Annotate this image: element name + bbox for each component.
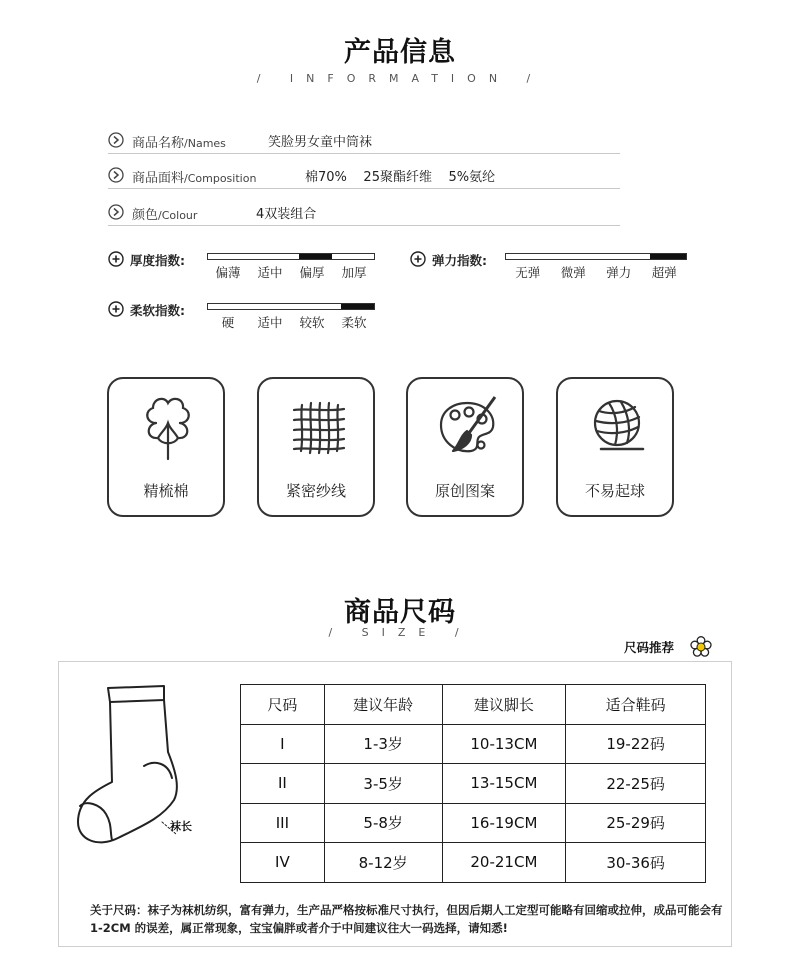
arrow-circle-icon bbox=[108, 132, 124, 148]
table-header: 适合鞋码 bbox=[566, 685, 706, 725]
info-row-composition bbox=[108, 163, 620, 189]
yarn-ball-icon bbox=[587, 393, 647, 463]
info-label: 颜色/Colour bbox=[132, 208, 198, 223]
info-value-composition: 棉70% 25聚酯纤维 5%氨纶 bbox=[305, 170, 496, 185]
table-row bbox=[241, 803, 706, 843]
feature-label: 不易起球 bbox=[584, 482, 645, 500]
index-option: 适中 bbox=[257, 265, 283, 280]
flower-icon bbox=[690, 636, 712, 658]
plus-circle-icon bbox=[108, 301, 124, 317]
elasticity-index bbox=[410, 251, 690, 280]
arrow-circle-icon bbox=[108, 167, 124, 183]
table-cell: 22-25码 bbox=[566, 764, 706, 804]
table-cell: 30-36码 bbox=[566, 843, 706, 883]
info-value-names: 笑脸男女童中筒袜 bbox=[268, 135, 373, 150]
size-note: 关于尺码：袜子为袜机纺织，富有弹力，生产品严格按标准尺寸执行，但因后期人工定型可能略有回缩或拉伸，成品可能会有 1-2CM 的误差，属正常现象，宝宝偏胖或者介于中间建议往大一码选择，请知悉! bbox=[90, 903, 723, 935]
table-cell: 19-22码 bbox=[566, 724, 706, 764]
table-cell: 3-5岁 bbox=[324, 764, 442, 804]
thickness-index bbox=[108, 251, 380, 280]
info-label: 商品面料/Composition bbox=[132, 171, 257, 186]
index-bar-fill bbox=[341, 304, 374, 309]
feature-card-anti-pilling bbox=[556, 377, 674, 517]
cotton-icon bbox=[138, 393, 198, 463]
table-cell: 13-15CM bbox=[442, 764, 566, 804]
softness-index bbox=[108, 301, 380, 330]
arrow-circle-icon bbox=[108, 204, 124, 220]
table-cell: I bbox=[241, 724, 325, 764]
size-recommend-label: 尺码推荐 bbox=[624, 640, 675, 655]
table-cell: III bbox=[241, 803, 325, 843]
index-option: 偏薄 bbox=[215, 265, 241, 280]
feature-card-tight-yarn bbox=[257, 377, 375, 517]
info-value-colour: 4双装组合 bbox=[256, 207, 317, 222]
index-bar bbox=[505, 253, 687, 260]
size-subtitle: / SIZE / bbox=[328, 626, 472, 639]
index-option: 弹力 bbox=[606, 265, 632, 280]
table-row bbox=[241, 764, 706, 804]
plus-circle-icon bbox=[108, 251, 124, 267]
index-option: 超弹 bbox=[651, 265, 677, 280]
table-row bbox=[241, 724, 706, 764]
plus-circle-icon bbox=[410, 251, 426, 267]
index-bar-fill bbox=[299, 254, 332, 259]
info-row-names bbox=[108, 128, 620, 154]
weave-icon bbox=[288, 393, 348, 463]
table-cell: 1-3岁 bbox=[324, 724, 442, 764]
table-header: 尺码 bbox=[241, 685, 325, 725]
index-name: 柔软指数: bbox=[130, 303, 185, 318]
index-name: 厚度指数: bbox=[130, 253, 185, 268]
table-cell: 16-19CM bbox=[442, 803, 566, 843]
table-header: 建议脚长 bbox=[442, 685, 566, 725]
table-cell: 10-13CM bbox=[442, 724, 566, 764]
info-subtitle: / INFORMATION / bbox=[256, 72, 544, 85]
palette-icon bbox=[437, 393, 497, 463]
sock-length-label: 袜长 bbox=[170, 820, 192, 833]
info-row-colour bbox=[108, 200, 620, 226]
index-option: 微弹 bbox=[560, 265, 586, 280]
table-cell: IV bbox=[241, 843, 325, 883]
index-option: 无弹 bbox=[515, 265, 541, 280]
size-title: 商品尺码 bbox=[344, 597, 456, 628]
table-cell: II bbox=[241, 764, 325, 804]
index-option: 加厚 bbox=[341, 265, 367, 280]
index-bar bbox=[207, 303, 375, 310]
index-option: 偏厚 bbox=[299, 265, 325, 280]
feature-label: 原创图案 bbox=[434, 482, 495, 500]
index-option: 较软 bbox=[299, 315, 325, 330]
feature-label: 精梳棉 bbox=[143, 482, 189, 500]
info-label: 商品名称/Names bbox=[132, 136, 226, 151]
table-cell: 5-8岁 bbox=[324, 803, 442, 843]
index-bar bbox=[207, 253, 375, 260]
feature-card-combed-cotton bbox=[107, 377, 225, 517]
table-row bbox=[241, 843, 706, 883]
info-title: 产品信息 bbox=[344, 37, 456, 68]
index-option: 硬 bbox=[221, 315, 235, 330]
table-cell: 20-21CM bbox=[442, 843, 566, 883]
size-table bbox=[240, 684, 706, 883]
index-option: 柔软 bbox=[341, 315, 367, 330]
index-bar-fill bbox=[650, 254, 686, 259]
feature-card-original-pattern bbox=[406, 377, 524, 517]
table-cell: 8-12岁 bbox=[324, 843, 442, 883]
index-name: 弹力指数: bbox=[432, 253, 487, 268]
table-header: 建议年龄 bbox=[324, 685, 442, 725]
table-cell: 25-29码 bbox=[566, 803, 706, 843]
table-header-row bbox=[241, 685, 706, 725]
index-option: 适中 bbox=[257, 315, 283, 330]
feature-label: 紧密纱线 bbox=[285, 482, 346, 500]
